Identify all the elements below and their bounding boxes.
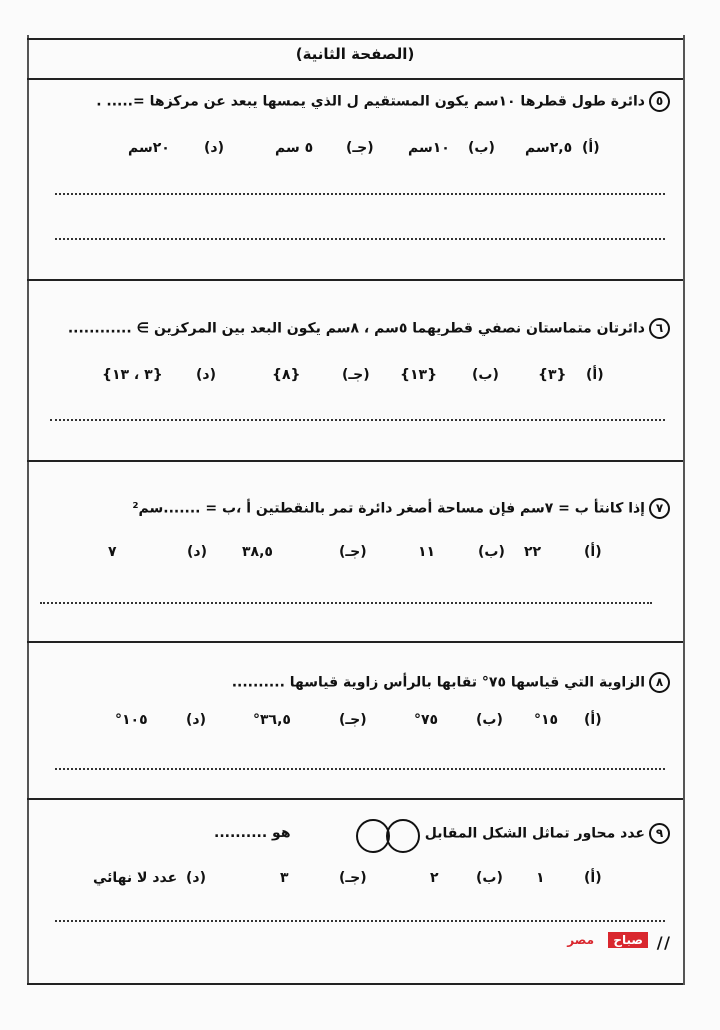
question-9 [425,823,670,844]
page-title: (الصفحة الثانية) [295,45,415,63]
choice-value: ٣٨,٥ [242,544,273,560]
choice-label: (جـ) [339,544,367,560]
choice-label: (د) [187,544,207,560]
question-number: ٨ [649,672,670,693]
choice-value: ١١ [418,544,436,560]
choice-label: (أ) [584,544,602,560]
choice-value: ٧٥° [414,712,439,728]
choice-value: ٣٦,٥° [253,712,291,728]
choice-value: ٢ [430,870,439,886]
question-number: ٥ [649,91,670,112]
question-number: ٩ [649,823,670,844]
question-text: إذا كانتأ ب = ٧سم فإن مساحة أصغر دائرة تمر بالنقطتين أ ،ب = .......سم² [132,500,645,517]
choice-label: (د) [186,870,206,886]
choice-label: (د) [186,712,206,728]
answer-line [55,920,665,922]
divider [27,641,683,643]
logo-text: مصر [567,933,594,947]
choice-value: ٢,٥سم [525,140,573,156]
choice-label: (ب) [478,544,505,560]
question-tail: هو .......... [214,825,291,841]
site-logo [553,930,668,952]
choice-label: (أ) [582,140,600,156]
choice-value: {٣} [538,367,567,383]
choice-label: (ب) [472,367,499,383]
divider [27,798,683,800]
choice-value: ٧ [108,544,117,560]
divider [27,279,683,281]
choice-value: ٣ [280,870,289,886]
answer-line [40,602,652,604]
answer-line [55,193,665,195]
choice-label: (جـ) [346,140,374,156]
choice-label: (د) [204,140,224,156]
choice-label: (جـ) [339,712,367,728]
choice-value: {١٣} [400,367,438,383]
choice-label: (جـ) [342,367,370,383]
choice-label: (جـ) [339,870,367,886]
choice-value: ١٥° [534,712,559,728]
question-8 [232,672,670,693]
choice-label: (أ) [584,712,602,728]
question-6 [68,318,670,339]
choice-label: (أ) [586,367,604,383]
question-number: ٦ [649,318,670,339]
choice-value: ١ [536,870,545,886]
choice-value: {٣ ، ١٣} [102,367,163,383]
answer-line [55,768,665,770]
question-7 [132,498,670,519]
choice-value: عدد لا نهائي [93,870,178,886]
choice-value: {٨} [272,367,301,383]
choice-label: (ب) [476,712,503,728]
question-text: دائرتان متماستان نصفي قطريهما ٥سم ، ٨سم يكون البعد بين المركزين ∋ ............ [67,320,645,337]
question-number: ٧ [649,498,670,519]
question-text: الزاوية التي قياسها ٧٥° تقابها بالرأس زاوية قياسها .......... [231,674,645,691]
question-text: دائرة طول قطرها ١٠سم يكون المستقيم ل الذي يمسها يبعد عن مركزها =..... . [96,93,645,110]
choice-value: ١٠سم [408,140,450,156]
question-text: عدد محاور تماثل الشكل المقابل [424,825,645,842]
logo-bars-icon: / / [656,933,668,952]
choice-label: (ب) [476,870,503,886]
divider [27,78,683,80]
logo-box: صباح [608,932,648,948]
two-circles-figure [355,818,421,858]
divider [27,460,683,462]
choice-value: ٢٠سم [128,140,170,156]
answer-line [50,419,665,421]
choice-value: ٥ سم [275,140,314,156]
divider [27,38,683,40]
choice-label: (أ) [584,870,602,886]
choice-label: (ب) [468,140,495,156]
choice-label: (د) [196,367,216,383]
choice-value: ٢٢ [524,544,542,560]
answer-line [55,238,665,240]
divider [27,983,683,985]
question-5 [96,91,670,112]
choice-value: ١٠٥° [115,712,148,728]
